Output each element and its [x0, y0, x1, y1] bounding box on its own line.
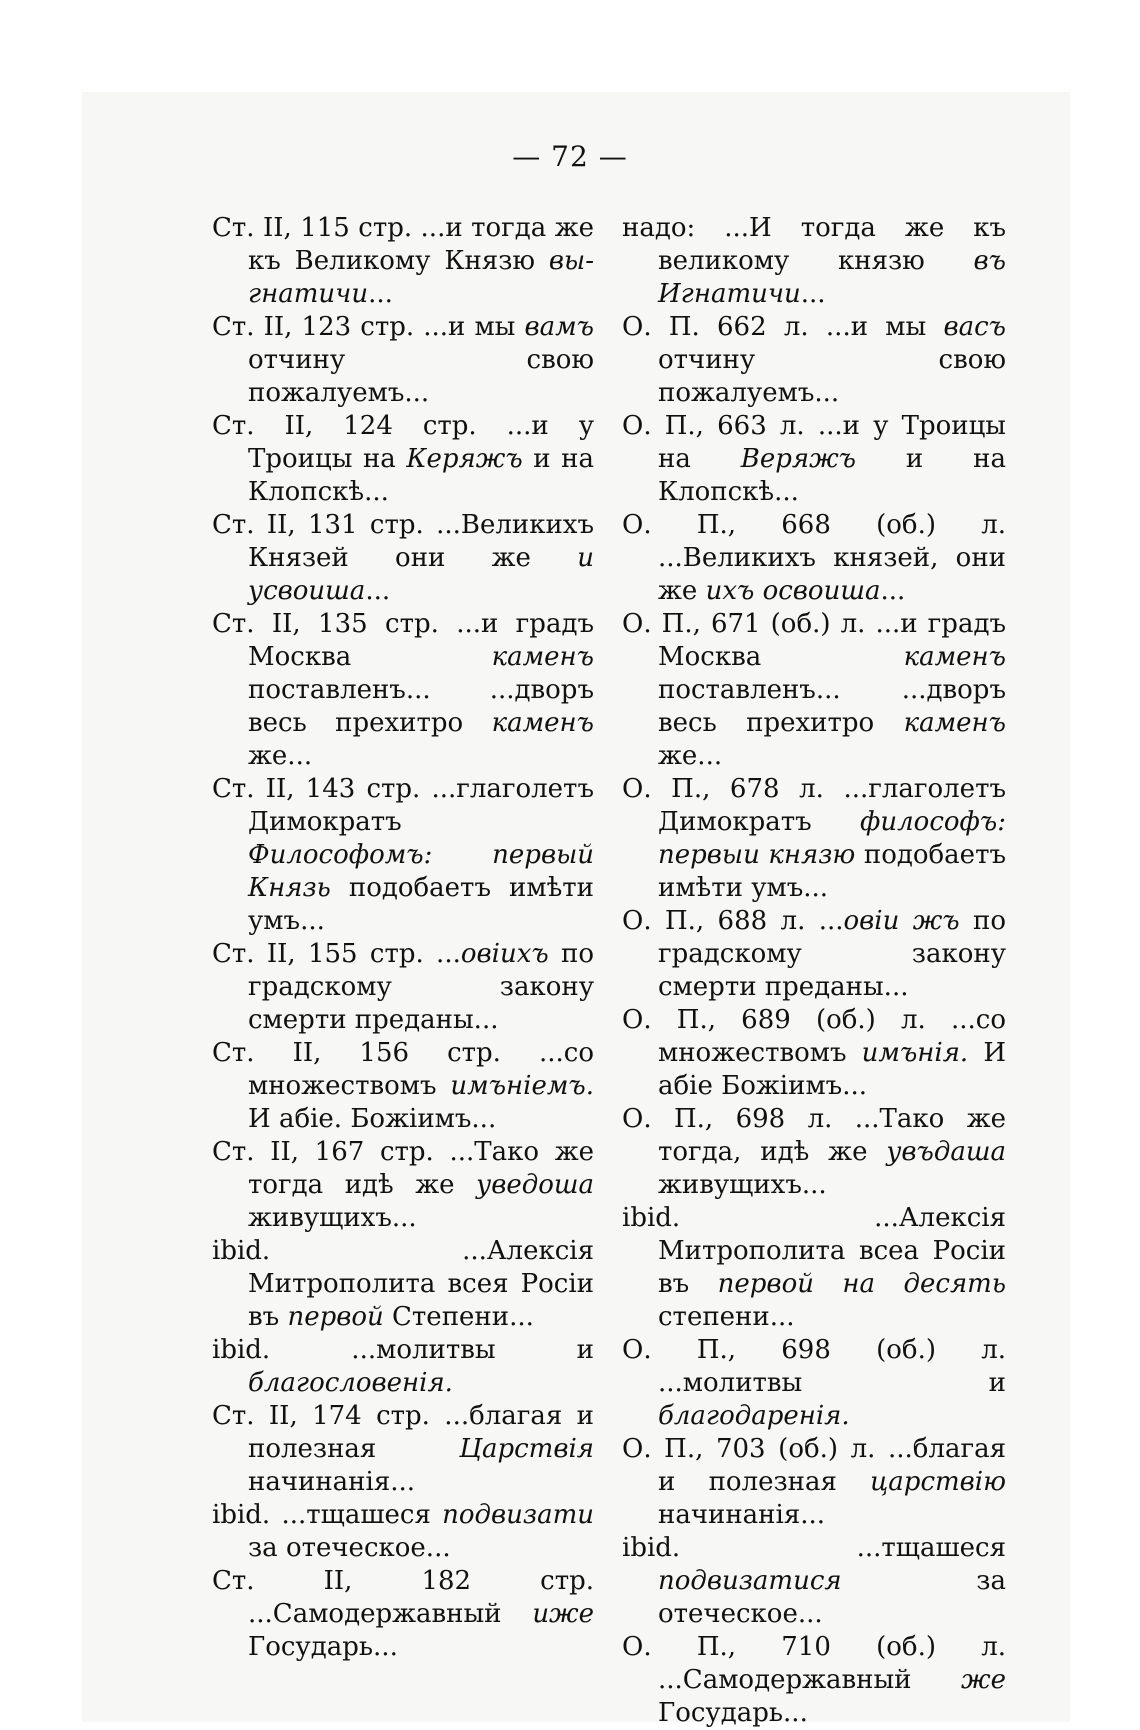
text-run: Ст. II, 115 стр. ...и тогда же къ Великому Князю: [212, 213, 594, 276]
italic-text: вамъ: [524, 312, 594, 342]
italic-text: царствію: [870, 1467, 1006, 1497]
citation-entry: [212, 1235, 594, 1334]
text-run: и на Клопскѣ...: [248, 444, 594, 507]
text-run: ...: [880, 576, 906, 606]
text-run: ...: [800, 279, 826, 309]
italic-text: благодаренія.: [658, 1401, 850, 1431]
text-run: О. П., 668 (об.) л. ...Великихъ князей, они же: [622, 510, 1006, 606]
italic-text: имънія.: [861, 1038, 969, 1068]
citation-entry: [212, 311, 594, 410]
text-run: ...: [368, 279, 393, 309]
italic-text: благословенія.: [248, 1368, 453, 1398]
text-run: ibid. ...Алексія Митрополита всея Росіи въ: [212, 1236, 594, 1332]
citation-entry: [622, 1532, 1006, 1631]
text-run: О. П., 678 л. ...глаголетъ Димократъ: [622, 774, 1006, 837]
text-run: отчину свою пожалуемъ...: [248, 345, 594, 408]
citation-entry: [622, 1334, 1006, 1433]
citation-entry: [212, 1334, 594, 1400]
italic-text: вы-гнатичи: [248, 246, 594, 309]
text-run: ibid. ...тщашеся: [622, 1533, 1006, 1563]
italic-text: увъдаша: [886, 1137, 1006, 1167]
text-run: поставленъ... ...дворъ весь прехитро: [248, 675, 594, 738]
citation-entry: [622, 509, 1006, 608]
italic-text: въ Игнатичи: [658, 246, 1006, 309]
text-run: Ст. II, 131 стр. ...Великихъ Князей они же: [212, 510, 594, 573]
text-run: О. П. 662 л. ...и мы: [622, 312, 944, 342]
italic-text: имъніемъ.: [450, 1071, 594, 1101]
italic-text: овіи жъ: [843, 906, 960, 936]
text-run: ...: [365, 576, 391, 606]
text-run: О. П., 703 (об.) л. ...благая и полезная: [622, 1434, 1006, 1497]
citation-entry: [212, 212, 594, 311]
text-run: подобаетъ имѣти умъ...: [658, 840, 1006, 903]
text-run: же...: [248, 741, 313, 771]
citation-entry: [622, 905, 1006, 1004]
citation-entry: [622, 311, 1006, 410]
text-run: О. П., 688 л. ...: [622, 906, 844, 936]
text-run: О. П., 710 (об.) л. ...Самодержавный: [622, 1632, 1006, 1695]
italic-text: первой на десять: [717, 1269, 1006, 1299]
italic-text: иже: [532, 1599, 594, 1629]
italic-text: каменъ: [903, 708, 1006, 738]
text-run: ibid. ...Алексія Митрополита всеа Росіи въ: [622, 1203, 1006, 1299]
text-run: Государь...: [658, 1698, 808, 1728]
citation-entry: [622, 608, 1006, 773]
text-run: начинанія...: [248, 1467, 416, 1497]
text-run: Государь...: [248, 1632, 398, 1662]
text-run: поставленъ... ...дворъ весь прехитро: [658, 675, 1006, 738]
text-run: живущихъ...: [248, 1203, 417, 1233]
citation-entry: [622, 410, 1006, 509]
italic-text: философъ: первыи князю: [658, 807, 1006, 870]
italic-text: каменъ: [491, 642, 594, 672]
citation-entry: [212, 773, 594, 938]
italic-text: же: [961, 1665, 1006, 1695]
citation-entry: [622, 212, 1006, 311]
text-run: О. П., 671 (об.) л. ...и градъ Москва: [622, 609, 1006, 672]
italic-text: Веряжъ: [740, 444, 856, 474]
citation-entry: [622, 1202, 1006, 1334]
italic-text: Философомъ: первый Князь: [248, 840, 594, 903]
italic-text: Царствія: [459, 1434, 594, 1464]
citation-entry: [212, 1400, 594, 1499]
text-run: подобаетъ имѣти умъ...: [248, 873, 594, 936]
italic-text: подвизати: [442, 1500, 594, 1530]
text-run: за отеческое...: [658, 1566, 1006, 1629]
citation-entry: [212, 1037, 594, 1136]
citation-entry: [212, 1499, 594, 1565]
text-run: И абіе. Божіимъ...: [248, 1104, 497, 1134]
text-run: О. П., 689 (об.) л. ...со множествомъ: [622, 1005, 1006, 1068]
citation-entry: [212, 938, 594, 1037]
italic-text: васъ: [943, 312, 1006, 342]
citation-entry: [212, 509, 594, 608]
citation-entry: [622, 773, 1006, 905]
italic-text: каменъ: [491, 708, 594, 738]
text-run: Степени...: [383, 1302, 534, 1332]
text-run: Ст. II, 135 стр. ...и градъ Москва: [212, 609, 594, 672]
text-run: Ст. II, 182 стр. ...Самодержавный: [212, 1566, 594, 1629]
italic-text: овіихъ: [460, 939, 549, 969]
italic-text: ихъ освоиша: [705, 576, 881, 606]
text-run: начинанія...: [658, 1500, 826, 1530]
page-number: — 72 —: [512, 140, 628, 173]
text-run: по градскому закону смерти преданы...: [248, 939, 594, 1035]
text-run: О. П., 663 л. ...и у Троицы на: [622, 411, 1006, 474]
citation-entry: [212, 1136, 594, 1235]
text-run: Ст. II, 155 стр. ...: [212, 939, 461, 969]
text-run: И абіе Божіимъ...: [658, 1038, 1006, 1101]
italic-text: Керяжъ: [406, 444, 523, 474]
text-run: Ст. II, 156 стр. ...со множествомъ: [212, 1038, 594, 1101]
italic-text: уведоша: [476, 1170, 594, 1200]
text-run: по градскому закону смерти преданы...: [658, 906, 1007, 1002]
text-run: О. П., 698 (об.) л. ...молитвы и: [622, 1335, 1006, 1398]
citation-entry: [212, 410, 594, 509]
italic-text: подвизатися: [658, 1566, 842, 1596]
text-run: Ст. II, 124 стр. ...и у Троицы на: [212, 411, 594, 474]
citation-entry: [622, 1433, 1006, 1532]
citation-entry: [622, 1103, 1006, 1202]
italic-text: первой: [287, 1302, 384, 1332]
text-run: О. П., 698 л. ...Тако же тогда, идѣ же: [622, 1104, 1006, 1167]
text-run: живущихъ...: [658, 1170, 827, 1200]
right-column: [622, 212, 1006, 1730]
text-run: степени...: [658, 1302, 795, 1332]
italic-text: и усвоиша: [248, 543, 594, 606]
text-run: же...: [658, 741, 723, 771]
text-run: Ст. II, 174 стр. ...благая и полезная: [212, 1401, 594, 1464]
text-run: ibid. ...тщашеся: [212, 1500, 443, 1530]
citation-entry: [622, 1631, 1006, 1730]
citation-entry: [622, 1004, 1006, 1103]
citation-entry: [212, 608, 594, 773]
text-run: за отеческое...: [248, 1533, 451, 1563]
italic-text: каменъ: [903, 642, 1006, 672]
text-run: и на Клопскѣ...: [658, 444, 1006, 507]
left-column: [212, 212, 594, 1664]
citation-entry: [212, 1565, 594, 1664]
text-run: надо: ...И тогда же къ великому князю: [622, 213, 1006, 276]
text-run: Ст. II, 123 стр. ...и мы: [212, 312, 525, 342]
text-run: отчину свою пожалуемъ...: [658, 345, 1006, 408]
text-run: Ст. II, 143 стр. ...глаголетъ Димократъ: [212, 774, 594, 837]
text-run: ibid. ...молитвы и: [212, 1335, 594, 1365]
text-run: Ст. II, 167 стр. ...Тако же тогда идѣ же: [212, 1137, 594, 1200]
